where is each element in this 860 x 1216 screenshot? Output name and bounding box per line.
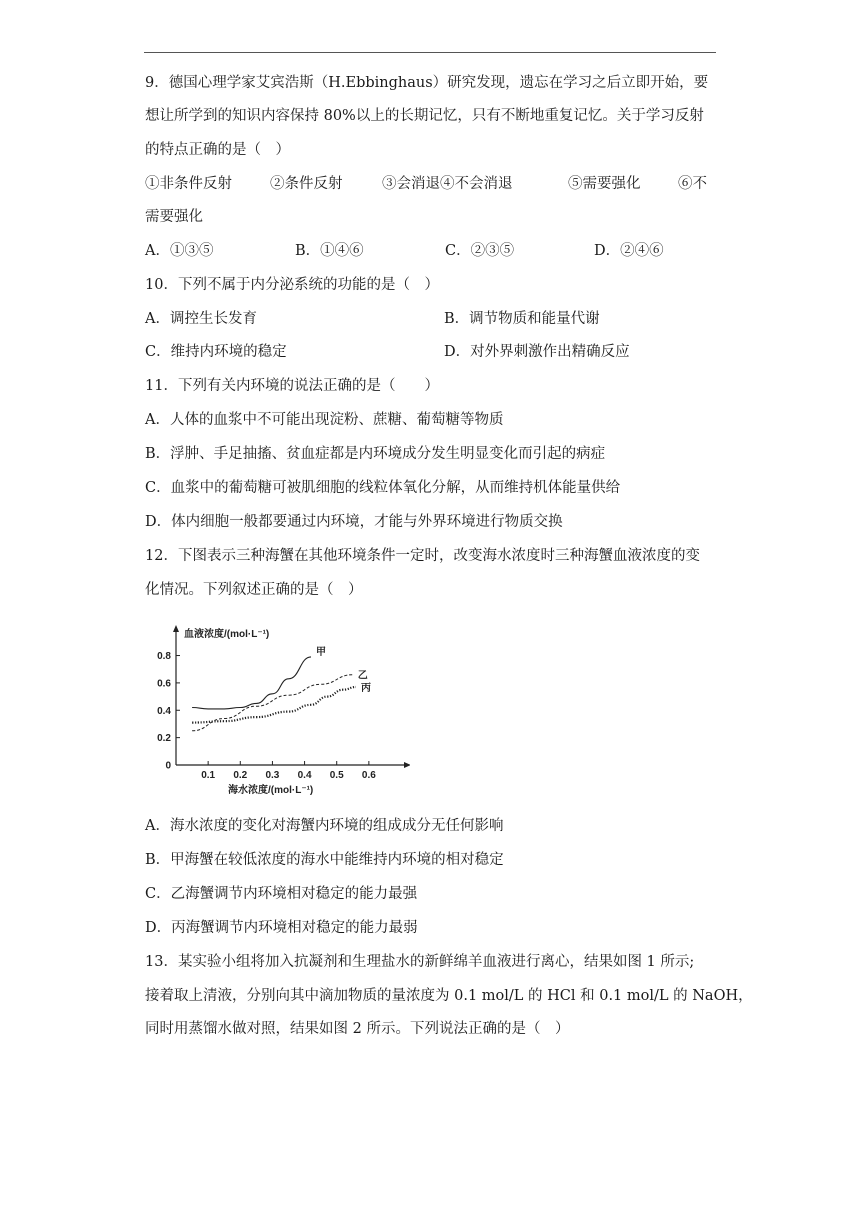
- header-rule: [144, 52, 716, 53]
- q9-option-d: D．②④⑥: [594, 243, 664, 259]
- q11-stem: 11．下列有关内环境的说法正确的是（ ）: [145, 378, 439, 394]
- q9-option-a: A．①③⑤: [145, 243, 214, 259]
- x-axis-title: 海水浓度/(mol·L⁻¹): [228, 785, 314, 796]
- q9-option-c: C．②③⑤: [445, 243, 515, 259]
- q9-option-b: B．①④⑥: [295, 243, 364, 259]
- series-label-1: 乙: [357, 670, 368, 682]
- y-tick-label: 0.6: [157, 678, 171, 690]
- q12-stem-line-2: 化情况。下列叙述正确的是（ ）: [145, 582, 363, 598]
- q13-stem-line-3: 同时用蒸馏水做对照，结果如图 2 所示。下列说法正确的是（ ）: [145, 1021, 570, 1037]
- q12-option-c: C．乙海蟹调节内环境相对稳定的能力最强: [145, 886, 418, 902]
- series-label-2: 丙: [361, 683, 371, 694]
- q9-item-2: ②条件反射: [270, 176, 343, 192]
- series-line-1: [192, 675, 353, 731]
- q12-option-b: B．甲海蟹在较低浓度的海水中能维持内环境的相对稳定: [145, 852, 504, 868]
- y-tick-label: 0.8: [157, 651, 171, 663]
- y-tick-label: 0.2: [157, 733, 171, 745]
- seawater-blood-concentration-chart: [150, 615, 410, 805]
- series-line-2: [192, 687, 356, 723]
- q13-stem-line-1: 13．某实验小组将加入抗凝剂和生理盐水的新鲜绵羊血液进行离心，结果如图 1 所示;: [145, 954, 695, 970]
- q9-stem-line-2: 想让所学到的知识内容保持 80%以上的长期记忆，只有不断地重复记忆。关于学习反射: [145, 108, 704, 124]
- q12-stem-line-1: 12．下图表示三种海蟹在其他环境条件一定时，改变海水浓度时三种海蟹血液浓度的变: [145, 548, 700, 564]
- q9-item-6-tail: 需要强化: [145, 209, 203, 225]
- q9-item-3-4: ③会消退④不会消退: [382, 176, 513, 192]
- y-axis-title: 血液浓度/(mol·L⁻¹): [184, 629, 270, 640]
- series-line-0: [192, 657, 311, 709]
- q13-stem-line-2: 接着取上清液，分别向其中滴加物质的量浓度为 0.1 mol/L 的 HCl 和 0.1 mol/L 的 NaOH，: [145, 988, 753, 1004]
- x-axis-arrow: [404, 762, 410, 768]
- q9-stem-line-1: 9．德国心理学家艾宾浩斯（H.Ebbinghaus）研究发现，遗忘在学习之后立即开始，要: [145, 75, 709, 91]
- q10-stem: 10．下列不属于内分泌系统的功能的是（ ）: [145, 277, 439, 293]
- q9-item-5: ⑤需要强化: [568, 176, 641, 192]
- q12-option-a: A．海水浓度的变化对海蟹内环境的组成成分无任何影响: [145, 818, 504, 834]
- x-tick-label: 0.2: [233, 770, 248, 781]
- q10-option-d: D．对外界刺激作出精确反应: [444, 344, 630, 360]
- q10-option-c: C．维持内环境的稳定: [145, 344, 287, 360]
- q10-option-b: B．调节物质和能量代谢: [444, 311, 600, 327]
- y-axis-arrow: [173, 625, 179, 632]
- q9-item-1: ①非条件反射: [145, 176, 232, 192]
- q11-option-d: D．体内细胞一般都要通过内环境，才能与外界环境进行物质交换: [145, 514, 563, 530]
- series-label-0: 甲: [316, 646, 326, 658]
- q10-option-a: A．调控生长发育: [145, 311, 257, 327]
- q11-option-b: B．浮肿、手足抽搐、贫血症都是内环境成分发生明显变化而引起的病症: [145, 446, 606, 462]
- y-tick-label: 0.4: [157, 705, 171, 717]
- q11-option-c: C．血浆中的葡萄糖可被肌细胞的线粒体氧化分解，从而维持机体能量供给: [145, 480, 621, 496]
- y-tick-label: 0: [165, 760, 171, 772]
- x-tick-label: 0.5: [329, 770, 344, 781]
- q11-option-a: A．人体的血浆中不可能出现淀粉、蔗糖、葡萄糖等物质: [145, 412, 504, 428]
- x-tick-label: 0.3: [265, 770, 280, 781]
- q9-item-6: ⑥不: [678, 176, 707, 192]
- x-tick-label: 0.1: [201, 770, 216, 781]
- q9-stem-line-3: 的特点正确的是（ ）: [145, 142, 290, 158]
- x-tick-label: 0.6: [361, 770, 376, 781]
- x-tick-label: 0.4: [297, 770, 312, 781]
- q12-option-d: D．丙海蟹调节内环境相对稳定的能力最弱: [145, 920, 418, 936]
